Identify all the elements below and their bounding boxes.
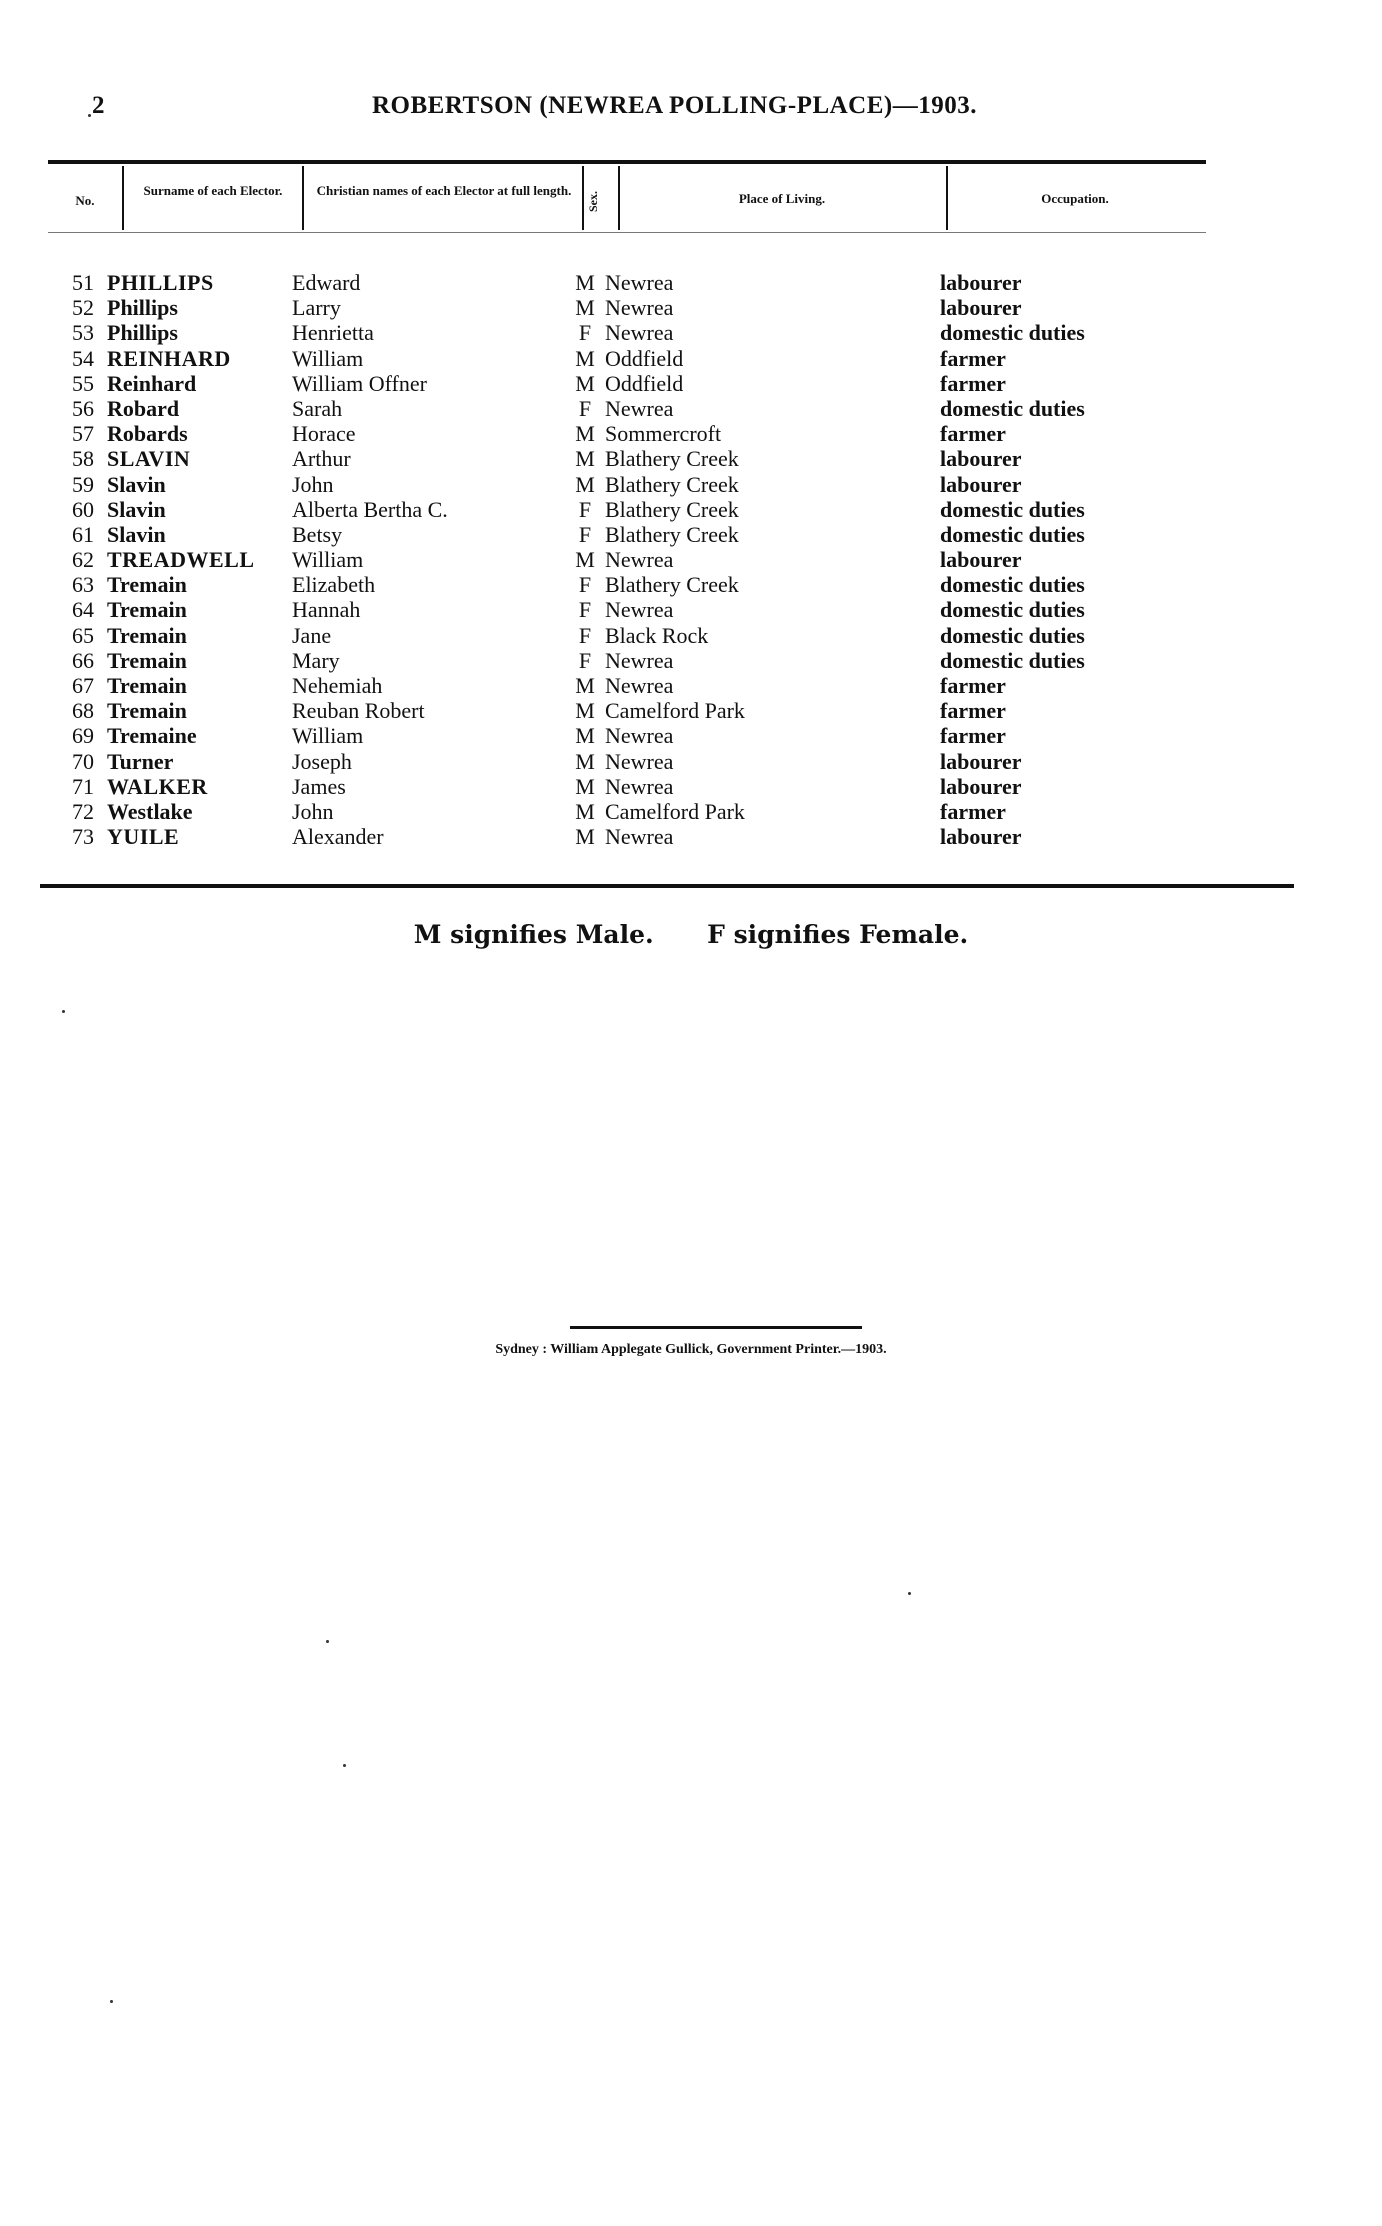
elector-sex: F xyxy=(578,647,592,673)
elector-surname: Tremain xyxy=(107,698,187,724)
column-header-place: Place of Living. xyxy=(738,191,826,206)
elector-sex: M xyxy=(575,824,595,850)
elector-row xyxy=(0,446,1382,471)
elector-surname: REINHARD xyxy=(107,345,231,371)
elector-sex: F xyxy=(578,320,592,346)
print-speck xyxy=(908,1592,911,1595)
elector-christian-names: Alexander xyxy=(292,824,384,850)
page-number: 2 xyxy=(92,92,105,119)
elector-christian-names: William xyxy=(292,345,364,371)
print-speck xyxy=(110,2000,113,2003)
elector-row xyxy=(0,723,1382,748)
elector-occupation: farmer xyxy=(940,370,1006,396)
elector-number: 67 xyxy=(72,673,94,698)
column-divider xyxy=(122,166,124,230)
elector-place-of-living: Oddfield xyxy=(605,370,684,396)
elector-place-of-living: Newrea xyxy=(605,773,674,799)
elector-sex: M xyxy=(575,370,595,396)
elector-occupation: domestic duties xyxy=(940,572,1085,598)
elector-row xyxy=(0,623,1382,648)
elector-christian-names: John xyxy=(292,471,334,497)
elector-place-of-living: Blathery Creek xyxy=(605,572,739,598)
elector-christian-names: Mary xyxy=(292,647,340,673)
elector-place-of-living: Newrea xyxy=(605,824,674,850)
elector-christian-names: Betsy xyxy=(292,521,343,547)
elector-sex: M xyxy=(575,723,595,749)
page-title: ROBERTSON (NEWREA POLLING-PLACE)—1903. xyxy=(372,92,977,119)
elector-sex: F xyxy=(578,572,592,598)
elector-surname: Slavin xyxy=(107,521,166,547)
elector-occupation: labourer xyxy=(940,824,1022,850)
elector-occupation: farmer xyxy=(940,345,1006,371)
elector-row xyxy=(0,270,1382,295)
elector-christian-names: James xyxy=(292,773,346,799)
elector-sex: M xyxy=(575,295,595,321)
elector-surname: Westlake xyxy=(107,798,193,824)
elector-christian-names: Sarah xyxy=(292,395,343,421)
elector-surname: Tremain xyxy=(107,572,187,598)
elector-place-of-living: Newrea xyxy=(605,295,674,321)
elector-row xyxy=(0,320,1382,345)
elector-place-of-living: Blathery Creek xyxy=(605,521,739,547)
elector-christian-names: Alberta Bertha C. xyxy=(292,496,448,522)
elector-occupation: farmer xyxy=(940,421,1006,447)
elector-sex: M xyxy=(575,798,595,824)
elector-row xyxy=(0,295,1382,320)
imprint-rule xyxy=(570,1326,862,1329)
elector-number: 63 xyxy=(72,572,94,598)
elector-occupation: farmer xyxy=(940,673,1006,698)
elector-surname: Phillips xyxy=(107,320,178,346)
elector-number: 65 xyxy=(72,622,94,648)
elector-number: 66 xyxy=(72,647,94,673)
elector-christian-names: Arthur xyxy=(292,446,351,472)
print-speck xyxy=(88,114,91,117)
print-speck xyxy=(326,1640,329,1643)
elector-sex: M xyxy=(575,698,595,724)
elector-surname: Reinhard xyxy=(107,370,197,396)
elector-occupation: domestic duties xyxy=(940,395,1085,421)
elector-number: 51 xyxy=(72,270,94,295)
elector-place-of-living: Newrea xyxy=(605,320,674,346)
elector-surname: Tremaine xyxy=(107,723,197,749)
elector-occupation: farmer xyxy=(940,798,1006,824)
elector-place-of-living: Newrea xyxy=(605,270,674,295)
elector-place-of-living: Newrea xyxy=(605,748,674,774)
elector-sex: M xyxy=(575,421,595,447)
elector-surname: Robards xyxy=(107,421,188,447)
elector-sex: F xyxy=(578,496,592,522)
elector-surname: YUILE xyxy=(107,824,180,850)
print-speck xyxy=(343,1764,346,1767)
elector-place-of-living: Sommercroft xyxy=(605,421,722,447)
elector-occupation: labourer xyxy=(940,773,1022,799)
elector-christian-names: Jane xyxy=(292,622,332,648)
elector-occupation: labourer xyxy=(940,295,1022,321)
print-speck xyxy=(62,1010,65,1013)
column-header-christian: Christian names of each Elector at full length. xyxy=(316,183,572,198)
elector-sex: F xyxy=(578,622,592,648)
page-header xyxy=(0,92,1382,132)
elector-sex: M xyxy=(575,345,595,371)
elector-place-of-living: Blathery Creek xyxy=(605,496,739,522)
table-bottom-rule xyxy=(40,884,1294,888)
elector-place-of-living: Camelford Park xyxy=(605,698,745,724)
column-divider xyxy=(302,166,304,230)
column-header-surname: Surname of each Elector. xyxy=(143,183,283,198)
elector-row xyxy=(0,799,1382,824)
column-divider xyxy=(946,166,948,230)
elector-number: 56 xyxy=(72,395,94,421)
elector-place-of-living: Newrea xyxy=(605,723,674,749)
elector-row xyxy=(0,648,1382,673)
elector-occupation: farmer xyxy=(940,698,1006,724)
elector-christian-names: Edward xyxy=(292,270,361,295)
printer-imprint: Sydney : William Applegate Gullick, Government Printer.—1903. xyxy=(495,1342,887,1357)
elector-occupation: domestic duties xyxy=(940,521,1085,547)
elector-place-of-living: Newrea xyxy=(605,395,674,421)
elector-occupation: domestic duties xyxy=(940,647,1085,673)
elector-row xyxy=(0,597,1382,622)
elector-occupation: farmer xyxy=(940,723,1006,749)
elector-row xyxy=(0,698,1382,723)
elector-place-of-living: Newrea xyxy=(605,673,674,698)
column-divider xyxy=(582,166,584,230)
elector-number: 62 xyxy=(72,547,94,573)
elector-number: 71 xyxy=(72,773,94,799)
column-header-sex: Sex. xyxy=(586,191,600,213)
elector-place-of-living: Oddfield xyxy=(605,345,684,371)
elector-sex: F xyxy=(578,597,592,623)
elector-row xyxy=(0,421,1382,446)
elector-row xyxy=(0,547,1382,572)
elector-surname: SLAVIN xyxy=(107,446,191,472)
elector-surname: PHILLIPS xyxy=(107,270,214,295)
elector-number: 70 xyxy=(72,748,94,774)
elector-occupation: labourer xyxy=(940,446,1022,472)
elector-sex: M xyxy=(575,446,595,472)
elector-christian-names: Hannah xyxy=(292,597,361,623)
elector-number: 72 xyxy=(72,798,94,824)
elector-surname: Turner xyxy=(107,748,174,774)
elector-number: 73 xyxy=(72,824,94,850)
legend-male: M signifies Male. xyxy=(413,920,654,949)
elector-occupation: labourer xyxy=(940,270,1022,295)
elector-christian-names: William Offner xyxy=(292,370,427,396)
elector-row xyxy=(0,371,1382,396)
legend-female: F signifies Female. xyxy=(707,920,969,949)
elector-place-of-living: Blathery Creek xyxy=(605,446,739,472)
column-header-occupation: Occupation. xyxy=(1041,191,1109,206)
elector-number: 59 xyxy=(72,471,94,497)
elector-sex: M xyxy=(575,270,595,295)
elector-surname: Tremain xyxy=(107,673,187,698)
elector-surname: Robard xyxy=(107,395,180,421)
elector-number: 64 xyxy=(72,597,94,623)
column-divider xyxy=(618,166,620,230)
elector-christian-names: William xyxy=(292,547,364,573)
elector-sex: F xyxy=(578,521,592,547)
elector-row xyxy=(0,824,1382,849)
elector-christian-names: Joseph xyxy=(292,748,352,774)
elector-christian-names: Horace xyxy=(292,421,356,447)
elector-sex: M xyxy=(575,547,595,573)
elector-sex: M xyxy=(575,673,595,698)
elector-place-of-living: Blathery Creek xyxy=(605,471,739,497)
table-top-rule xyxy=(48,160,1206,164)
elector-number: 55 xyxy=(72,370,94,396)
elector-occupation: labourer xyxy=(940,748,1022,774)
elector-row xyxy=(0,396,1382,421)
table-header-rule xyxy=(48,232,1206,233)
elector-sex: M xyxy=(575,748,595,774)
elector-surname: Slavin xyxy=(107,471,166,497)
elector-sex: M xyxy=(575,773,595,799)
elector-row xyxy=(0,673,1382,698)
elector-row xyxy=(0,497,1382,522)
elector-number: 57 xyxy=(72,421,94,447)
elector-surname: Slavin xyxy=(107,496,166,522)
elector-number: 58 xyxy=(72,446,94,472)
elector-occupation: domestic duties xyxy=(940,597,1085,623)
elector-surname: Tremain xyxy=(107,622,187,648)
elector-sex: F xyxy=(578,395,592,421)
elector-christian-names: Reuban Robert xyxy=(292,698,425,724)
elector-number: 54 xyxy=(72,345,94,371)
elector-surname: TREADWELL xyxy=(107,547,255,573)
elector-row xyxy=(0,472,1382,497)
elector-number: 69 xyxy=(72,723,94,749)
elector-christian-names: John xyxy=(292,798,334,824)
sex-legend xyxy=(0,920,1382,949)
elector-number: 53 xyxy=(72,320,94,346)
elector-christian-names: Nehemiah xyxy=(292,673,383,698)
elector-occupation: labourer xyxy=(940,471,1022,497)
elector-place-of-living: Newrea xyxy=(605,597,674,623)
elector-christian-names: William xyxy=(292,723,364,749)
elector-row xyxy=(0,572,1382,597)
elector-number: 52 xyxy=(72,295,94,321)
elector-surname: WALKER xyxy=(107,773,208,799)
elector-place-of-living: Newrea xyxy=(605,547,674,573)
elector-row xyxy=(0,749,1382,774)
elector-number: 61 xyxy=(72,521,94,547)
elector-occupation: domestic duties xyxy=(940,496,1085,522)
elector-christian-names: Larry xyxy=(292,295,341,321)
elector-place-of-living: Black Rock xyxy=(605,622,709,648)
elector-number: 60 xyxy=(72,496,94,522)
elector-row xyxy=(0,346,1382,371)
column-header-no: No. xyxy=(75,193,95,208)
elector-occupation: labourer xyxy=(940,547,1022,573)
elector-number: 68 xyxy=(72,698,94,724)
elector-row xyxy=(0,774,1382,799)
elector-surname: Phillips xyxy=(107,295,178,321)
elector-christian-names: Elizabeth xyxy=(292,572,376,598)
elector-occupation: domestic duties xyxy=(940,622,1085,648)
elector-list xyxy=(0,270,1382,849)
elector-row xyxy=(0,522,1382,547)
elector-place-of-living: Camelford Park xyxy=(605,798,745,824)
elector-christian-names: Henrietta xyxy=(292,320,374,346)
elector-place-of-living: Newrea xyxy=(605,647,674,673)
elector-surname: Tremain xyxy=(107,597,187,623)
elector-occupation: domestic duties xyxy=(940,320,1085,346)
elector-surname: Tremain xyxy=(107,647,187,673)
elector-sex: M xyxy=(575,471,595,497)
